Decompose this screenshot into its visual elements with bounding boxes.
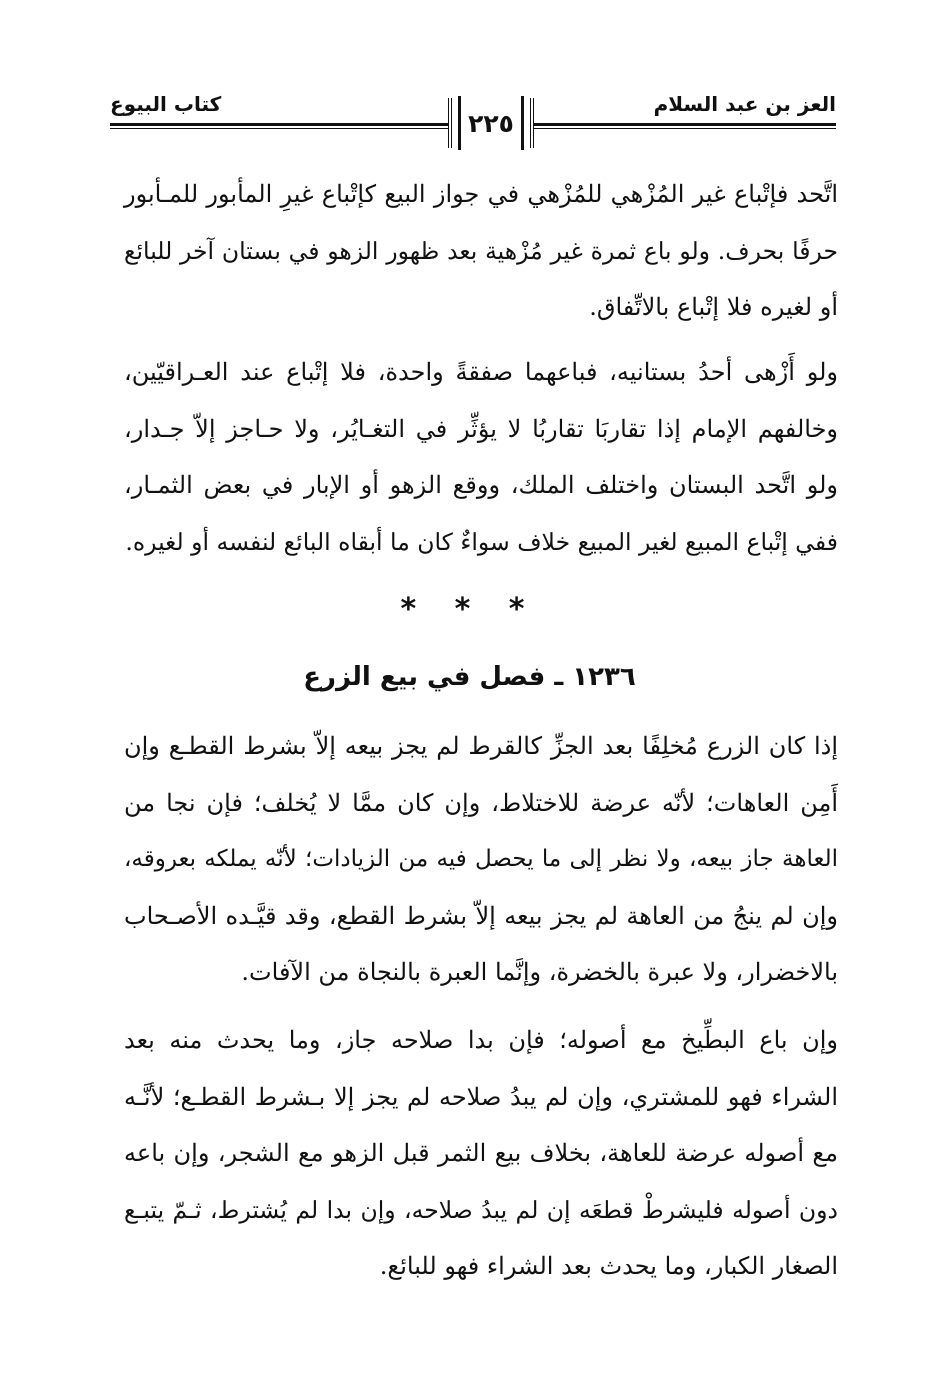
- text-line: العاهة جاز بيعه، ولا نظر إلى ما يحصل فيه من الزيادات؛ لأنّه يملكه بعروقه،: [124, 846, 838, 872]
- text-line: إذا كان الزرع مُخلِفًا بعد الجزِّ كالقرط لم يجز بيعه إلاّ بشرط القطـع وإن: [124, 732, 838, 760]
- text-line: وإن باع البطِّيخ مع أصوله؛ فإن بدا صلاحه جاز، وما يحدث منه بعد: [124, 1026, 838, 1054]
- page-number: ٢٢٥: [468, 108, 514, 138]
- text-line: اتَّحد فإتْباع غير المُزْهي للمُزْهي في جواز البيع كإتْباع غيرِ المأبور للمـأبور: [124, 180, 838, 208]
- text-line: ففي إتْباع المبيع لغير المبيع خلاف سواءٌ كان ما أبقاه البائع لنفسه أو لغيره.: [125, 527, 838, 556]
- running-head-book: كتاب البيوع: [110, 92, 222, 116]
- paragraph-zar: [124, 718, 838, 1001]
- text-line: أَمِن العاهات؛ لأنّه عرضة للاختلاط، وإن كان ممَّا لا يُخلف؛ فإن نجا من: [124, 788, 838, 817]
- section-separator: * * *: [400, 592, 539, 627]
- text-line: ولو أَزْهى أحدُ بستانيه، فباعهما صفقةً واحدة، فلا إتْباع عند العـراقيّين،: [124, 358, 838, 386]
- text-line: وخالفهم الإمام إذا تقاربَا تقاربُا لا يؤثِّر في التغـايُر، ولا حـاجز إلاّ جـدار،: [124, 414, 838, 443]
- text-line: ولو اتَّحد البستان واختلف الملك، ووقع الزهو أو الإبار في بعض الثمـار،: [124, 471, 838, 499]
- running-head-author: العز بن عبد السلام: [653, 92, 836, 116]
- page-header: [110, 86, 836, 156]
- text-line: الشراء فهو للمشتري، وإن لم يبدُ صلاحه لم يجز إلا بـشرط القطـع؛ لأنَّـه: [124, 1082, 838, 1111]
- text-line: حرفًا بحرف. ولو باع ثمرة غير مُزْهية بعد ظهور الزهو في بستان آخر للبائع: [124, 236, 838, 265]
- text-line: دون أصوله فليشرطْ قطعَه إن لم يبدُ صلاحه، وإن بدا لم يُشترط، ثـمّ يتبـع: [124, 1195, 838, 1224]
- paragraph-battikh: [124, 1012, 838, 1295]
- text-line: الصغار الكبار، وما يحدث بعد الشراء فهو للبائع.: [379, 1252, 838, 1280]
- text-line: أو لغيره فلا إتْباع بالاتِّفاق.: [589, 293, 838, 321]
- text-line: مع أصوله عرضة للعاهة، بخلاف بيع الثمر قبل الزهو مع الشجر، وإن باعه: [124, 1139, 838, 1167]
- text-line: وإن لم ينجُ من العاهة لم يجز بيعه إلاّ بشرط القطع، وقد قيَّـده الأصـحاب: [124, 901, 839, 930]
- paragraph-azha: [124, 344, 838, 570]
- section-heading: ١٢٣٦ ـ فصل في بيع الزرع: [303, 662, 636, 692]
- page-number-frame: [448, 98, 534, 148]
- paragraph-continuation: [124, 166, 838, 336]
- text-line: بالاخضرار، ولا عبرة بالخضرة، وإنَّما العبرة بالنجاة من الآفات.: [241, 958, 838, 986]
